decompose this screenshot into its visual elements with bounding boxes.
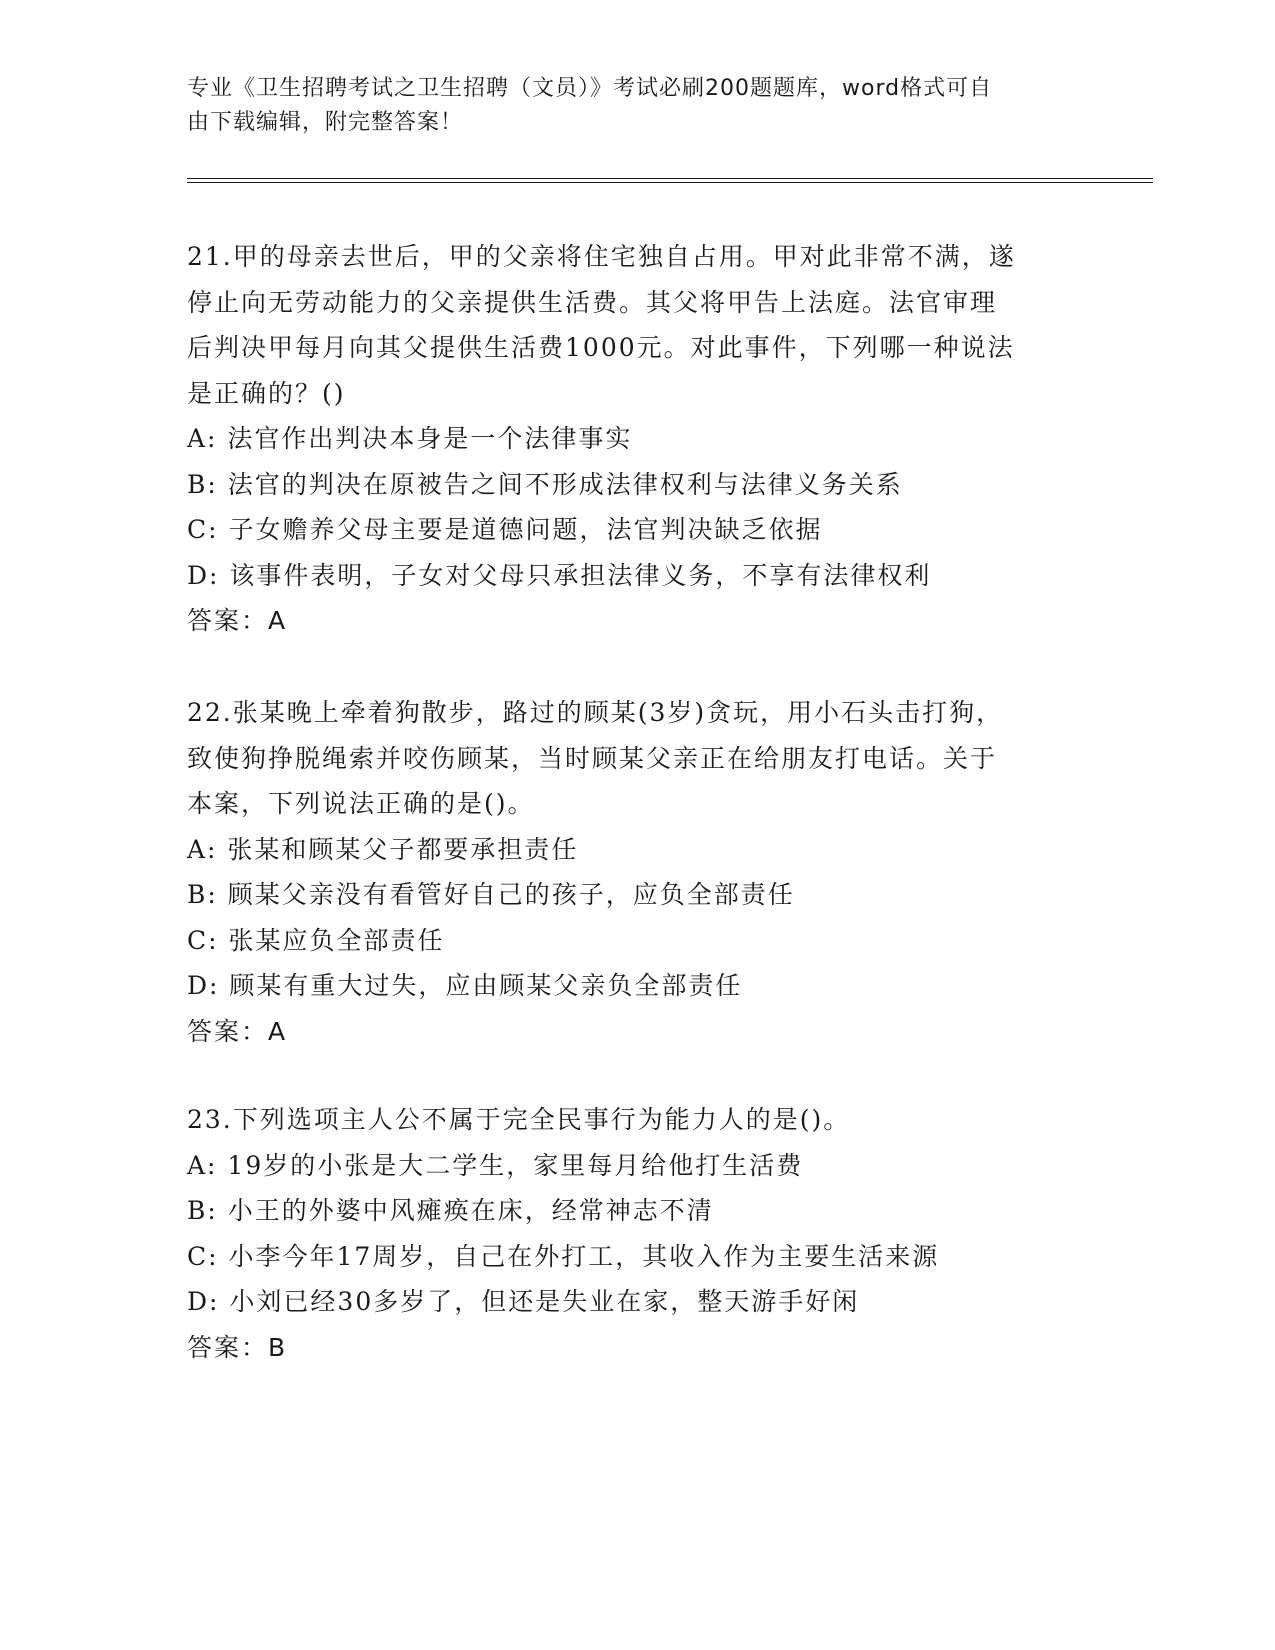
- option-b: B: 法官的判决在原被告之间不形成法律权利与法律义务关系: [187, 469, 903, 499]
- answer-line: 答案：A: [187, 606, 288, 635]
- option-c: C: 小李今年17周岁，自己在外打工，其收入作为主要生活来源: [187, 1241, 940, 1271]
- option-c: C: 子女赡养父母主要是道德问题，法官判决缺乏依据: [187, 515, 823, 544]
- question-22: [187, 690, 1087, 1054]
- header-line-1: 专业《卫生招聘考试之卫生招聘（文员）》考试必刷200题题库，word格式可自: [187, 76, 993, 101]
- question-21: [187, 234, 1087, 644]
- question-text-line: 后判决甲每月向其父提供生活费1000元。对此事件，下列哪一种说法: [187, 333, 1015, 362]
- question-text-line: 致使狗挣脱绳索并咬伤顾某，当时顾某父亲正在给朋友打电话。关于: [187, 743, 998, 773]
- option-d: D: 小刘已经30多岁了，但还是失业在家，整天游手好闲: [187, 1287, 860, 1316]
- question-text-line: 22.张某晚上牵着狗散步，路过的顾某(3岁)贪玩，用小石头击打狗，: [187, 698, 1004, 727]
- option-c: C: 张某应负全部责任: [187, 925, 445, 955]
- answer-line: 答案：A: [187, 1016, 288, 1046]
- option-b: B: 小王的外婆中风瘫痪在床，经常神志不清: [187, 1196, 714, 1225]
- option-d: D: 顾某有重大过失，应由顾某父亲负全部责任: [187, 971, 743, 1000]
- question-23: [187, 1097, 1087, 1370]
- header-divider: [187, 178, 1153, 183]
- option-b: B: 顾某父亲没有看管好自己的孩子，应负全部责任: [187, 880, 795, 909]
- document-header: [187, 72, 1067, 140]
- question-text-line: 23.下列选项主人公不属于完全民事行为能力人的是()。: [187, 1105, 851, 1134]
- option-d: D: 该事件表明，子女对父母只承担法律义务，不享有法律权利: [187, 560, 932, 590]
- option-a: A: 张某和顾某父子都要承担责任: [187, 834, 579, 864]
- header-line-2: 由下载编辑，附完整答案！: [187, 110, 464, 135]
- question-text-line: 本案，下列说法正确的是()。: [187, 789, 535, 818]
- answer-line: 答案：B: [187, 1332, 288, 1362]
- option-a: A: 19岁的小张是大二学生，家里每月给他打生活费: [187, 1150, 804, 1180]
- option-a: A: 法官作出判决本身是一个法律事实: [187, 424, 633, 453]
- question-text-line: 停止向无劳动能力的父亲提供生活费。其父将甲告上法庭。法官审理: [187, 287, 998, 317]
- question-text-line: 是正确的？(): [187, 378, 346, 408]
- question-text-line: 21.甲的母亲去世后，甲的父亲将住宅独自占用。甲对此非常不满，遂: [187, 242, 1016, 271]
